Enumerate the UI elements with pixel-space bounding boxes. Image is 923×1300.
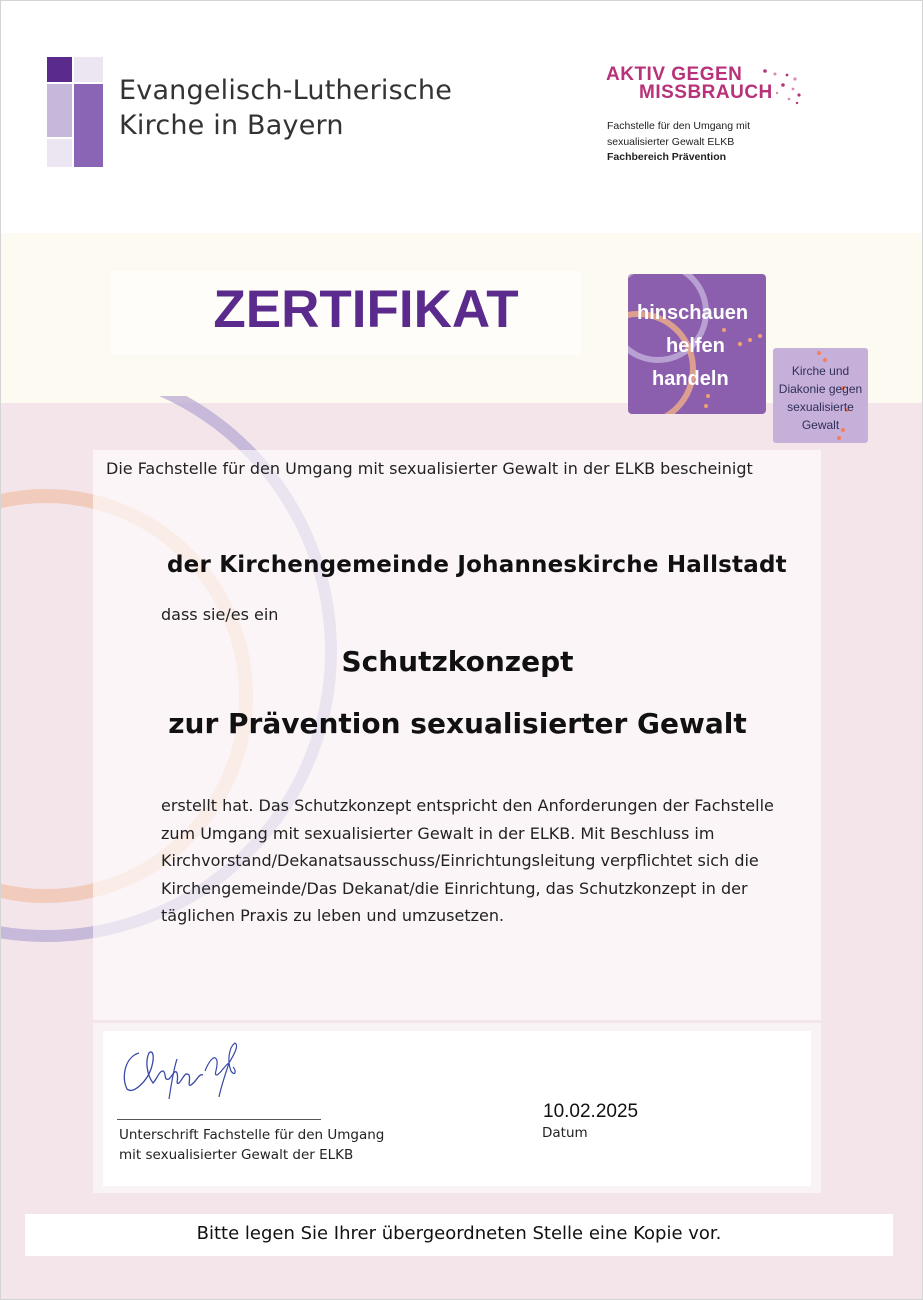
- campaign-text: [773, 362, 868, 434]
- badge-word-2: helfen: [666, 335, 725, 357]
- date-label: Datum: [542, 1125, 588, 1141]
- fachstelle-info: [607, 119, 750, 166]
- body-line-4: Kirchengemeinde/Das Dekanat/die Einrichtung, das Schutzkonzept in der: [161, 878, 748, 898]
- elkb-logo-icon: [47, 57, 103, 167]
- connector-text: dass sie/es ein: [161, 605, 279, 624]
- footer-note-box: [25, 1214, 893, 1256]
- org-name-line-2: Kirche in Bayern: [119, 110, 344, 141]
- signature-caption-line-2: mit sexualisierter Gewalt der ELKB: [119, 1147, 354, 1163]
- campaign-line-4: Gewalt: [801, 418, 840, 432]
- date-value: 10.02.2025: [543, 1101, 639, 1122]
- body-line-5: täglichen Praxis zu leben und umzusetzen.: [161, 906, 505, 925]
- org-name: [119, 73, 452, 143]
- org-name-line-1: Evangelisch-Lutherische: [119, 75, 453, 106]
- badge-word-3: handeln: [652, 368, 729, 390]
- certificate-title: ZERTIFIKAT: [213, 280, 519, 339]
- concept-title-line-2: zur Prävention sexualisierter Gewalt: [168, 707, 747, 740]
- fachstelle-line-2: sexualisierter Gewalt ELKB: [607, 135, 735, 148]
- handwritten-signature: [117, 1031, 247, 1106]
- recipient-name: der Kirchengemeinde Johanneskirche Hallstadt: [167, 552, 787, 578]
- concept-title-line-1: Schutzkonzept: [341, 645, 574, 678]
- body-line-3: Kirchvorstand/Dekanatsausschuss/Einrichtungsleitung verpflichtet sich die: [161, 851, 759, 870]
- campaign-line-3: sexualisierte: [787, 400, 854, 414]
- signature-caption: [119, 1125, 384, 1165]
- hinschauen-badge: [628, 274, 766, 414]
- fachstelle-line-1: Fachstelle für den Umgang mit: [607, 120, 750, 132]
- body-line-1: erstellt hat. Das Schutzkonzept entspricht den Anforderungen der Fachstelle: [161, 796, 774, 815]
- campaign-line-2: Diakonie gegen: [778, 382, 863, 396]
- body-line-2: zum Umgang mit sexualisierter Gewalt in der ELKB. Mit Beschluss im: [161, 823, 715, 843]
- badge-word-1: hinschauen: [637, 302, 749, 324]
- aktiv-logo-line-1: AKTIV GEGEN: [606, 64, 743, 85]
- intro-text: Die Fachstelle für den Umgang mit sexualisierter Gewalt in der ELKB bescheinigt: [106, 459, 753, 478]
- fachbereich-label: Fachbereich Prävention: [607, 151, 727, 163]
- aktiv-dots-icon: [743, 65, 803, 109]
- body-paragraph: [161, 792, 821, 930]
- signature-caption-line-1: Unterschrift Fachstelle für den Umgang: [119, 1127, 385, 1143]
- campaign-badge: [773, 348, 868, 443]
- aktiv-logo-line-2: MISSBRAUCH: [639, 82, 773, 103]
- footer-note: Bitte legen Sie Ihrer übergeordneten Stelle eine Kopie vor.: [196, 1223, 722, 1244]
- campaign-line-1: Kirche und: [791, 364, 850, 378]
- signature-line: [117, 1119, 321, 1120]
